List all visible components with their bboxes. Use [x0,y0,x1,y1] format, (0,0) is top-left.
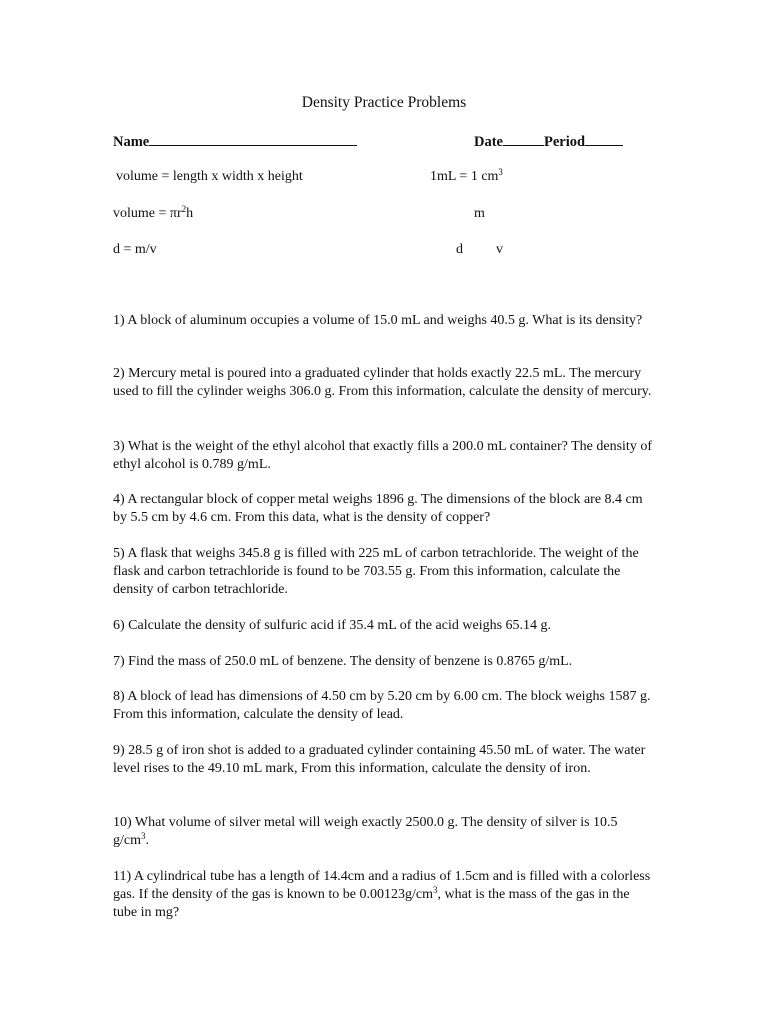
period-label: Period [544,134,586,150]
name-label: Name [113,134,150,150]
formula-volume-box: volume = length x width x height [116,169,303,184]
triangle-m: m [474,206,485,221]
name-blank [149,132,357,146]
question-9: 9) 28.5 g of iron shot is added to a graduated cylinder containing 45.50 mL of water. The water level rises to the 49.10 mL mark, From this information, calculate the density of iron. [113,743,646,776]
formula-density: d = m/v [113,242,157,257]
page-title: Density Practice Problems [301,94,467,111]
question-11 [113,868,653,922]
question-3: 3) What is the weight of the ethyl alcohol that exactly fills a 200.0 mL container? The density of ethyl alcohol is 0.789 g/mL. [113,439,652,472]
volume-cyl-exponent: 2 [181,204,187,214]
triangle-d: d [456,242,463,257]
formula-volume-cylinder [113,205,193,223]
question-2: 2) Mercury metal is poured into a graduated cylinder that holds exactly 22.5 mL. The mercury used to fill the cylinder weighs 306.0 g. From this information, calculate the density of mercury. [113,366,652,399]
volume-cyl-tail: h [186,206,194,221]
question-10 [113,814,653,850]
question-11-text-b: , what is the mass of the gas in the tube in mg? [113,887,630,920]
date-label: Date [474,134,503,150]
question-10-exponent: 3 [141,831,146,841]
ml-equiv-text: 1mL = 1 cm [430,169,499,184]
question-10-text: 10) What volume of silver metal will weigh exactly 2500.0 g. The density of silver is 10.5 g/cm [113,815,618,848]
date-period-field [474,132,623,151]
question-8: 8) A block of lead has dimensions of 4.50 cm by 5.20 cm by 6.00 cm. The block weighs 1587 g. From this information, calculate the density of lead. [113,689,651,722]
period-blank [585,132,623,146]
question-11-text-a: 11) A cylindrical tube has a length of 14.4cm and a radius of 1.5cm and is filled with a colorless gas. If the density of the gas is known to be 0.00123g/cm [113,869,651,902]
ml-equiv-exponent: 3 [498,167,503,177]
question-1: 1) A block of aluminum occupies a volume of 15.0 mL and weighs 40.5 g. What is its density? [113,313,643,328]
question-5: 5) A flask that weighs 345.8 g is filled with 225 mL of carbon tetrachloride. The weight of the flask and carbon tetrachloride is found to be 703.55 g. From this information, calculate the density of carbon tetrachloride. [113,546,639,597]
question-4: 4) A rectangular block of copper metal weighs 1896 g. The dimensions of the block are 8.4 cm by 5.5 cm by 4.6 cm. From this data, what is the density of copper? [113,492,643,525]
question-11-exponent: 3 [433,885,438,895]
volume-cyl-text: volume = πr [113,206,182,221]
date-blank [503,132,544,146]
formula-ml-cm3 [430,168,503,186]
question-6: 6) Calculate the density of sulfuric acid if 35.4 mL of the acid weighs 65.14 g. [113,618,552,633]
name-field [113,132,357,151]
question-7: 7) Find the mass of 250.0 mL of benzene. The density of benzene is 0.8765 g/mL. [113,654,573,669]
triangle-v: v [496,242,503,257]
question-10-end: . [145,833,149,848]
